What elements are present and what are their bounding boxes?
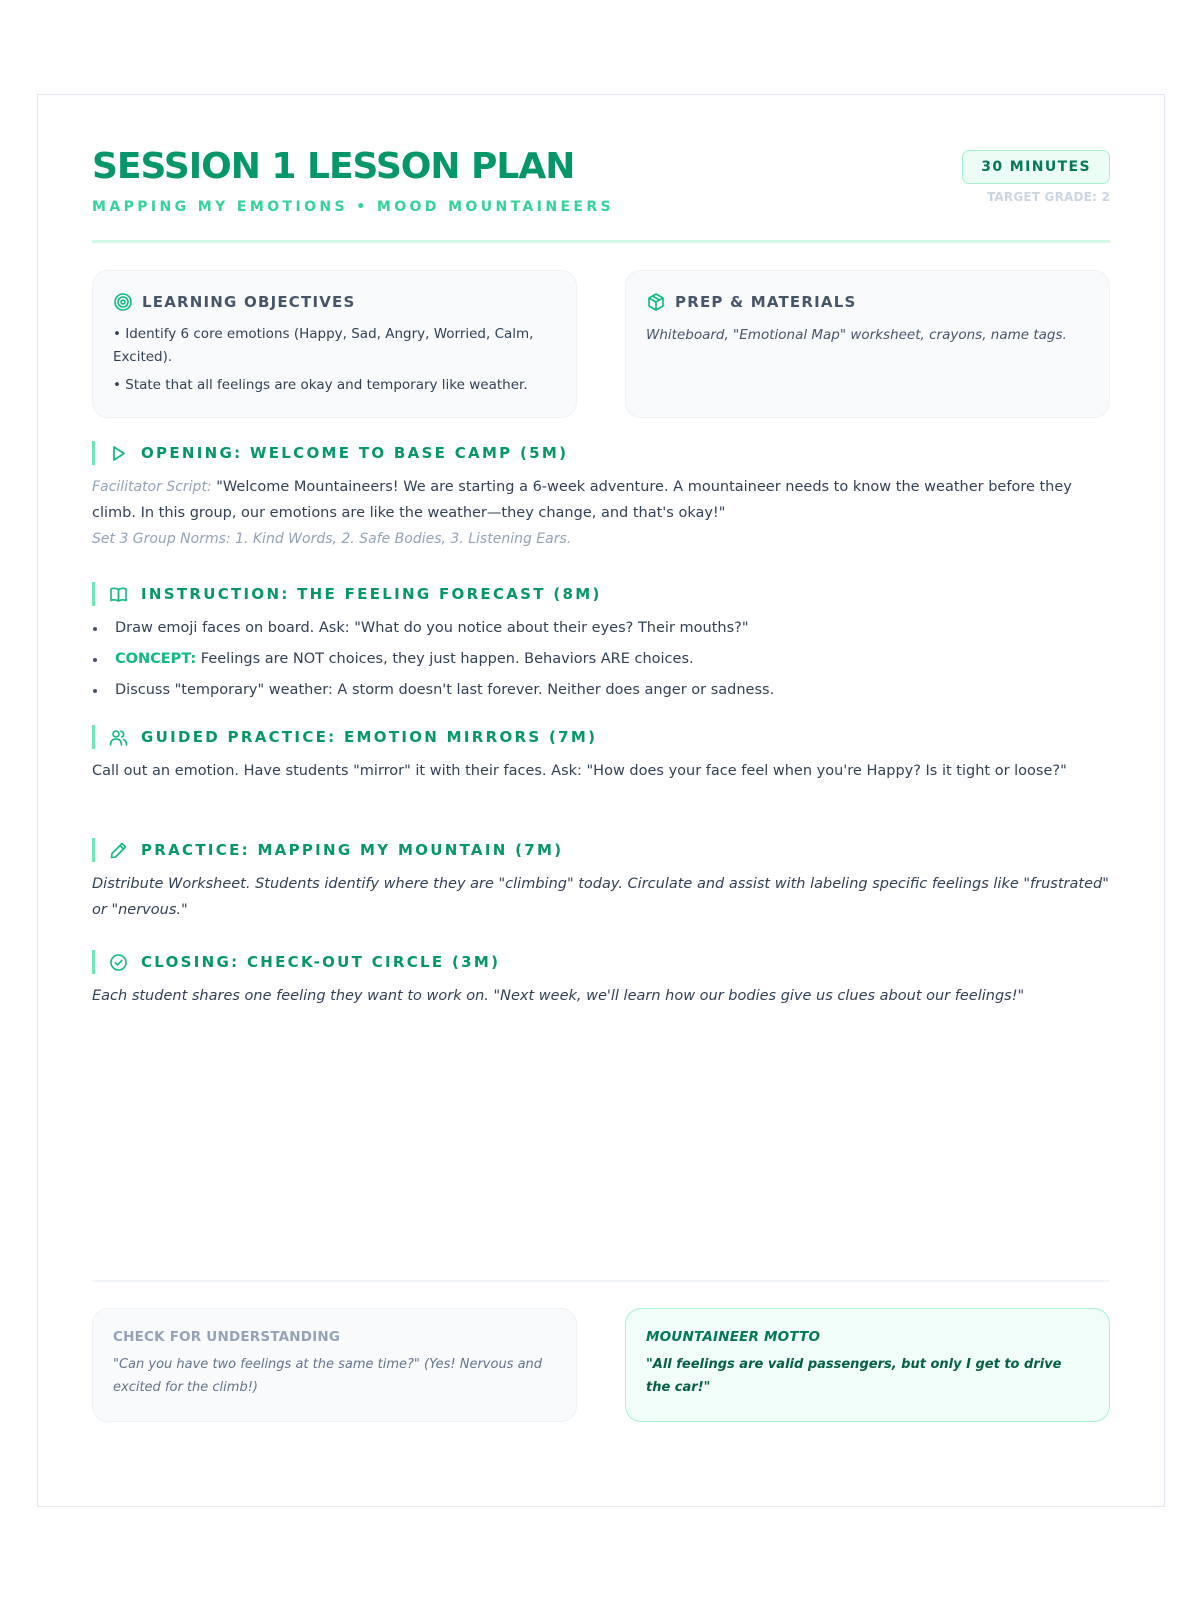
card-title: PREP & MATERIALS <box>675 293 857 311</box>
concept-text: Feelings are NOT choices, they just happen. Behaviors ARE choices. <box>200 651 694 667</box>
section-title: GUIDED PRACTICE: EMOTION MIRRORS (7M) <box>141 728 598 746</box>
book-open-icon <box>109 585 128 604</box>
list-item: Draw emoji faces on board. Ask: "What do you notice about their eyes? Their mouths?" <box>92 615 1110 641</box>
section-header <box>92 950 1110 974</box>
package-icon <box>646 292 666 312</box>
section-header <box>92 838 1110 862</box>
card-header <box>646 291 1089 313</box>
list-item: • Identify 6 core emotions (Happy, Sad, Angry, Worried, Calm, Excited). <box>113 326 534 365</box>
section-closing <box>92 950 1110 1009</box>
section-guided-practice <box>92 725 1110 784</box>
closing-text: Each student shares one feeling they want to work on. "Next week, we'll learn how our bodies give us clues about our feelings!" <box>92 988 1025 1004</box>
instruction-list <box>92 615 1110 703</box>
list-item <box>92 646 1110 672</box>
section-header <box>92 441 1110 465</box>
section-header <box>92 725 1110 749</box>
lesson-plan-page <box>37 94 1165 1507</box>
footer-divider <box>92 1280 1110 1282</box>
section-opening <box>92 441 1110 547</box>
group-norms-note: Set 3 Group Norms: 1. Kind Words, 2. Safe Bodies, 3. Listening Ears. <box>92 531 572 547</box>
section-body <box>92 474 1110 526</box>
section-practice <box>92 838 1110 923</box>
page-title: SESSION 1 LESSON PLAN <box>92 146 575 187</box>
practice-text: Distribute Worksheet. Students identify where they are "climbing" today. Circulate and assist with labeling specific feelings like "frustrated" or "nervous." <box>92 876 1109 918</box>
card-header <box>113 291 556 313</box>
page-subtitle: MAPPING MY EMOTIONS • MOOD MOUNTAINEERS <box>92 199 615 215</box>
script-label: Facilitator Script: <box>92 479 212 495</box>
motto-text: "All feelings are valid passengers, but only I get to drive the car!" <box>646 1357 1062 1395</box>
target-grade: TARGET GRADE: 2 <box>986 190 1110 204</box>
play-icon <box>109 444 128 463</box>
card-title: CHECK FOR UNDERSTANDING <box>113 1329 341 1345</box>
list-item: • State that all feelings are okay and temporary like weather. <box>113 377 528 393</box>
list-item: Discuss "temporary" weather: A storm doesn't last forever. Neither does anger or sadness. <box>92 677 1110 703</box>
facilitator-script: "Welcome Mountaineers! We are starting a 6-week adventure. A mountaineer needs to know the weather before they climb. In this group, our emotions are like the weather—they change, and that's okay!" <box>92 479 1072 521</box>
section-header <box>92 582 1110 606</box>
header-divider <box>92 240 1110 243</box>
materials-text: Whiteboard, "Emotional Map" worksheet, crayons, name tags. <box>646 327 1067 343</box>
section-title: CLOSING: CHECK-OUT CIRCLE (3M) <box>141 953 501 971</box>
section-instruction <box>92 582 1110 708</box>
target-icon <box>113 292 133 312</box>
section-title: OPENING: WELCOME TO BASE CAMP (5M) <box>141 444 569 462</box>
prep-materials-card <box>625 270 1110 418</box>
users-icon <box>109 728 128 747</box>
pencil-icon <box>109 841 128 860</box>
check-question: "Can you have two feelings at the same time?" (Yes! Nervous and excited for the climb!) <box>113 1357 543 1395</box>
check-for-understanding-card <box>92 1308 577 1422</box>
guided-practice-text: Call out an emotion. Have students "mirror" it with their faces. Ask: "How does your face feel when you're Happy? Is it tight or loose?" <box>92 763 1067 779</box>
section-title: PRACTICE: MAPPING MY MOUNTAIN (7M) <box>141 841 564 859</box>
card-title: LEARNING OBJECTIVES <box>142 293 356 311</box>
card-title: MOUNTAINEER MOTTO <box>646 1329 821 1345</box>
duration-badge: 30 MINUTES <box>962 150 1110 184</box>
learning-objectives-card <box>92 270 577 418</box>
check-circle-icon <box>109 953 128 972</box>
objectives-list <box>113 323 556 397</box>
mountaineer-motto-card <box>625 1308 1110 1422</box>
section-title: INSTRUCTION: THE FEELING FORECAST (8M) <box>141 585 602 603</box>
concept-label: CONCEPT: <box>115 651 197 667</box>
page-content <box>92 95 1110 1506</box>
